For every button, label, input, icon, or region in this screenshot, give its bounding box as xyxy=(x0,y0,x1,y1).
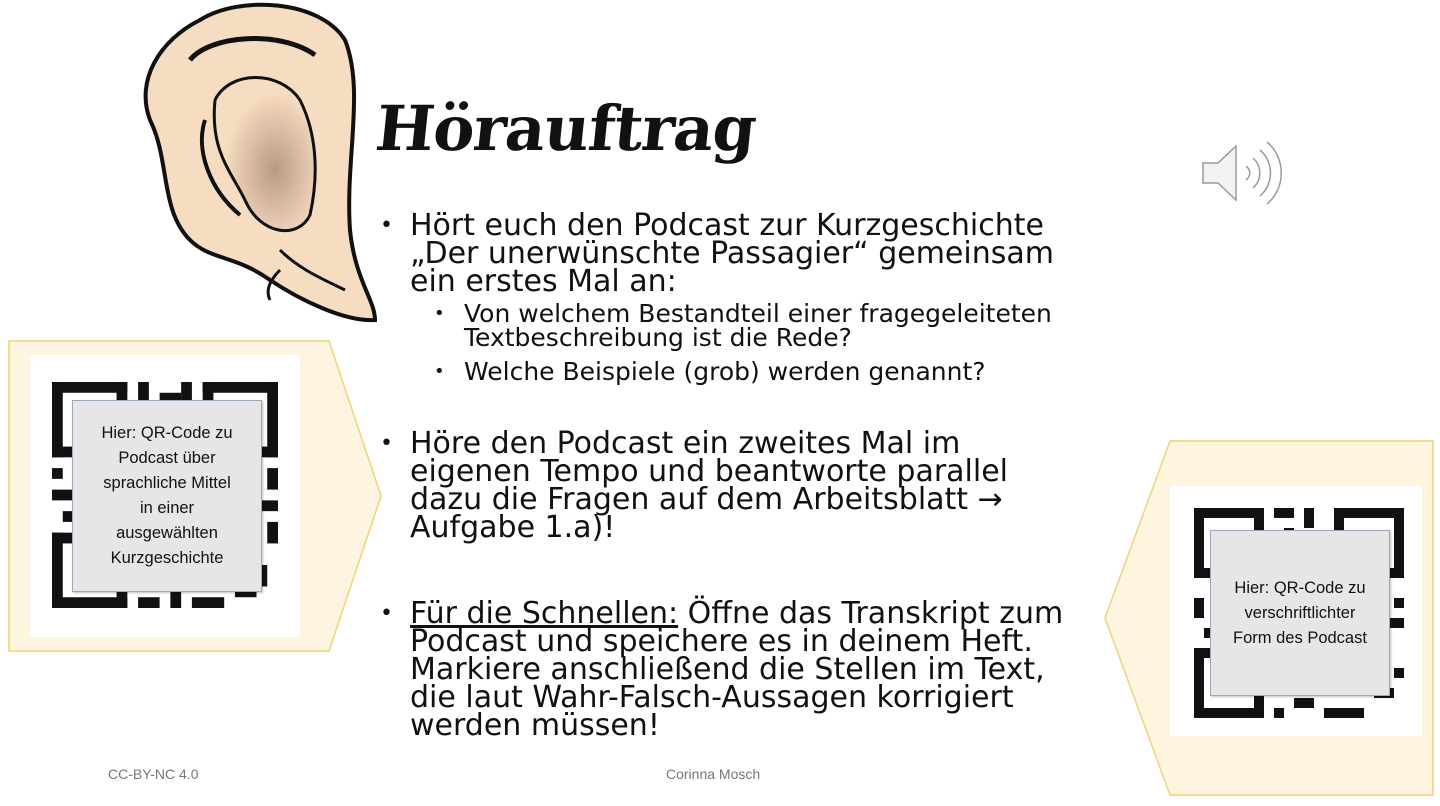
bullet-3-line: die laut Wahr-Falsch-Aussagen korrigiert xyxy=(410,680,1014,715)
bullet-1 xyxy=(380,208,1140,299)
sub-bullet-2 xyxy=(380,357,1140,386)
left-qr-text: Hier: QR-Code zu xyxy=(101,424,233,442)
fast-learners-label: Für die Schnellen: xyxy=(410,596,679,631)
bullet-1-line: „Der unerwünschte Passagier“ gemeinsam xyxy=(410,236,1054,271)
right-qr-placeholder xyxy=(1210,530,1390,696)
slide-title: Hörauftrag xyxy=(372,92,760,165)
license-footer: CC-BY-NC 4.0 xyxy=(108,766,199,782)
right-qr-text: Form des Podcast xyxy=(1233,628,1367,647)
right-qr-text: Hier: QR-Code zu xyxy=(1234,578,1366,597)
sub-bullet-1-line: Textbeschreibung ist die Rede? xyxy=(464,323,852,352)
left-qr-placeholder xyxy=(72,400,262,592)
bullet-2-line: • Höre den Podcast ein zweites Mal im xyxy=(410,426,961,461)
bullet-3-line: werden müssen! xyxy=(410,708,660,743)
left-qr-text: ausgewählten xyxy=(116,524,218,542)
left-qr-text: sprachliche Mittel xyxy=(103,474,231,492)
bullet-2-line: dazu die Fragen auf dem Arbeitsblatt → xyxy=(410,482,1003,517)
bullet-2-line: eigenen Tempo und beantworte parallel xyxy=(410,454,1009,489)
bullet-1-line: ein erstes Mal an: xyxy=(410,264,677,299)
ear-illustration xyxy=(130,0,400,330)
bullet-3-line: Markiere anschließend die Stellen im Text, xyxy=(410,652,1045,687)
bullet-2-line: Aufgabe 1.a)! xyxy=(410,510,616,545)
sub-bullet-1-line: • Von welchem Bestandteil einer fragegeleiteten xyxy=(464,299,1052,328)
right-qr-text: verschriftlichter xyxy=(1244,603,1356,622)
bullet-3-line: Podcast und speichere es in deinem Heft. xyxy=(410,624,1033,659)
left-qr-text: Kurzgeschichte xyxy=(110,549,224,567)
sub-bullet-2-line: • Welche Beispiele (grob) werden genannt? xyxy=(464,357,986,386)
left-qr-text: Podcast über xyxy=(118,449,216,467)
left-qr-text: in einer xyxy=(139,499,195,517)
bullet-2 xyxy=(380,426,1140,545)
bullet-3-line: Öffne das Transkript zum xyxy=(678,596,1064,631)
bullet-1-line: • Hört euch den Podcast zur Kurzgeschichte xyxy=(410,208,1044,243)
author-footer: Corinna Mosch xyxy=(666,766,761,782)
speaker-volume-icon[interactable] xyxy=(1198,138,1288,208)
sub-bullet-1 xyxy=(380,299,1140,352)
bullet-3 xyxy=(380,596,1140,743)
